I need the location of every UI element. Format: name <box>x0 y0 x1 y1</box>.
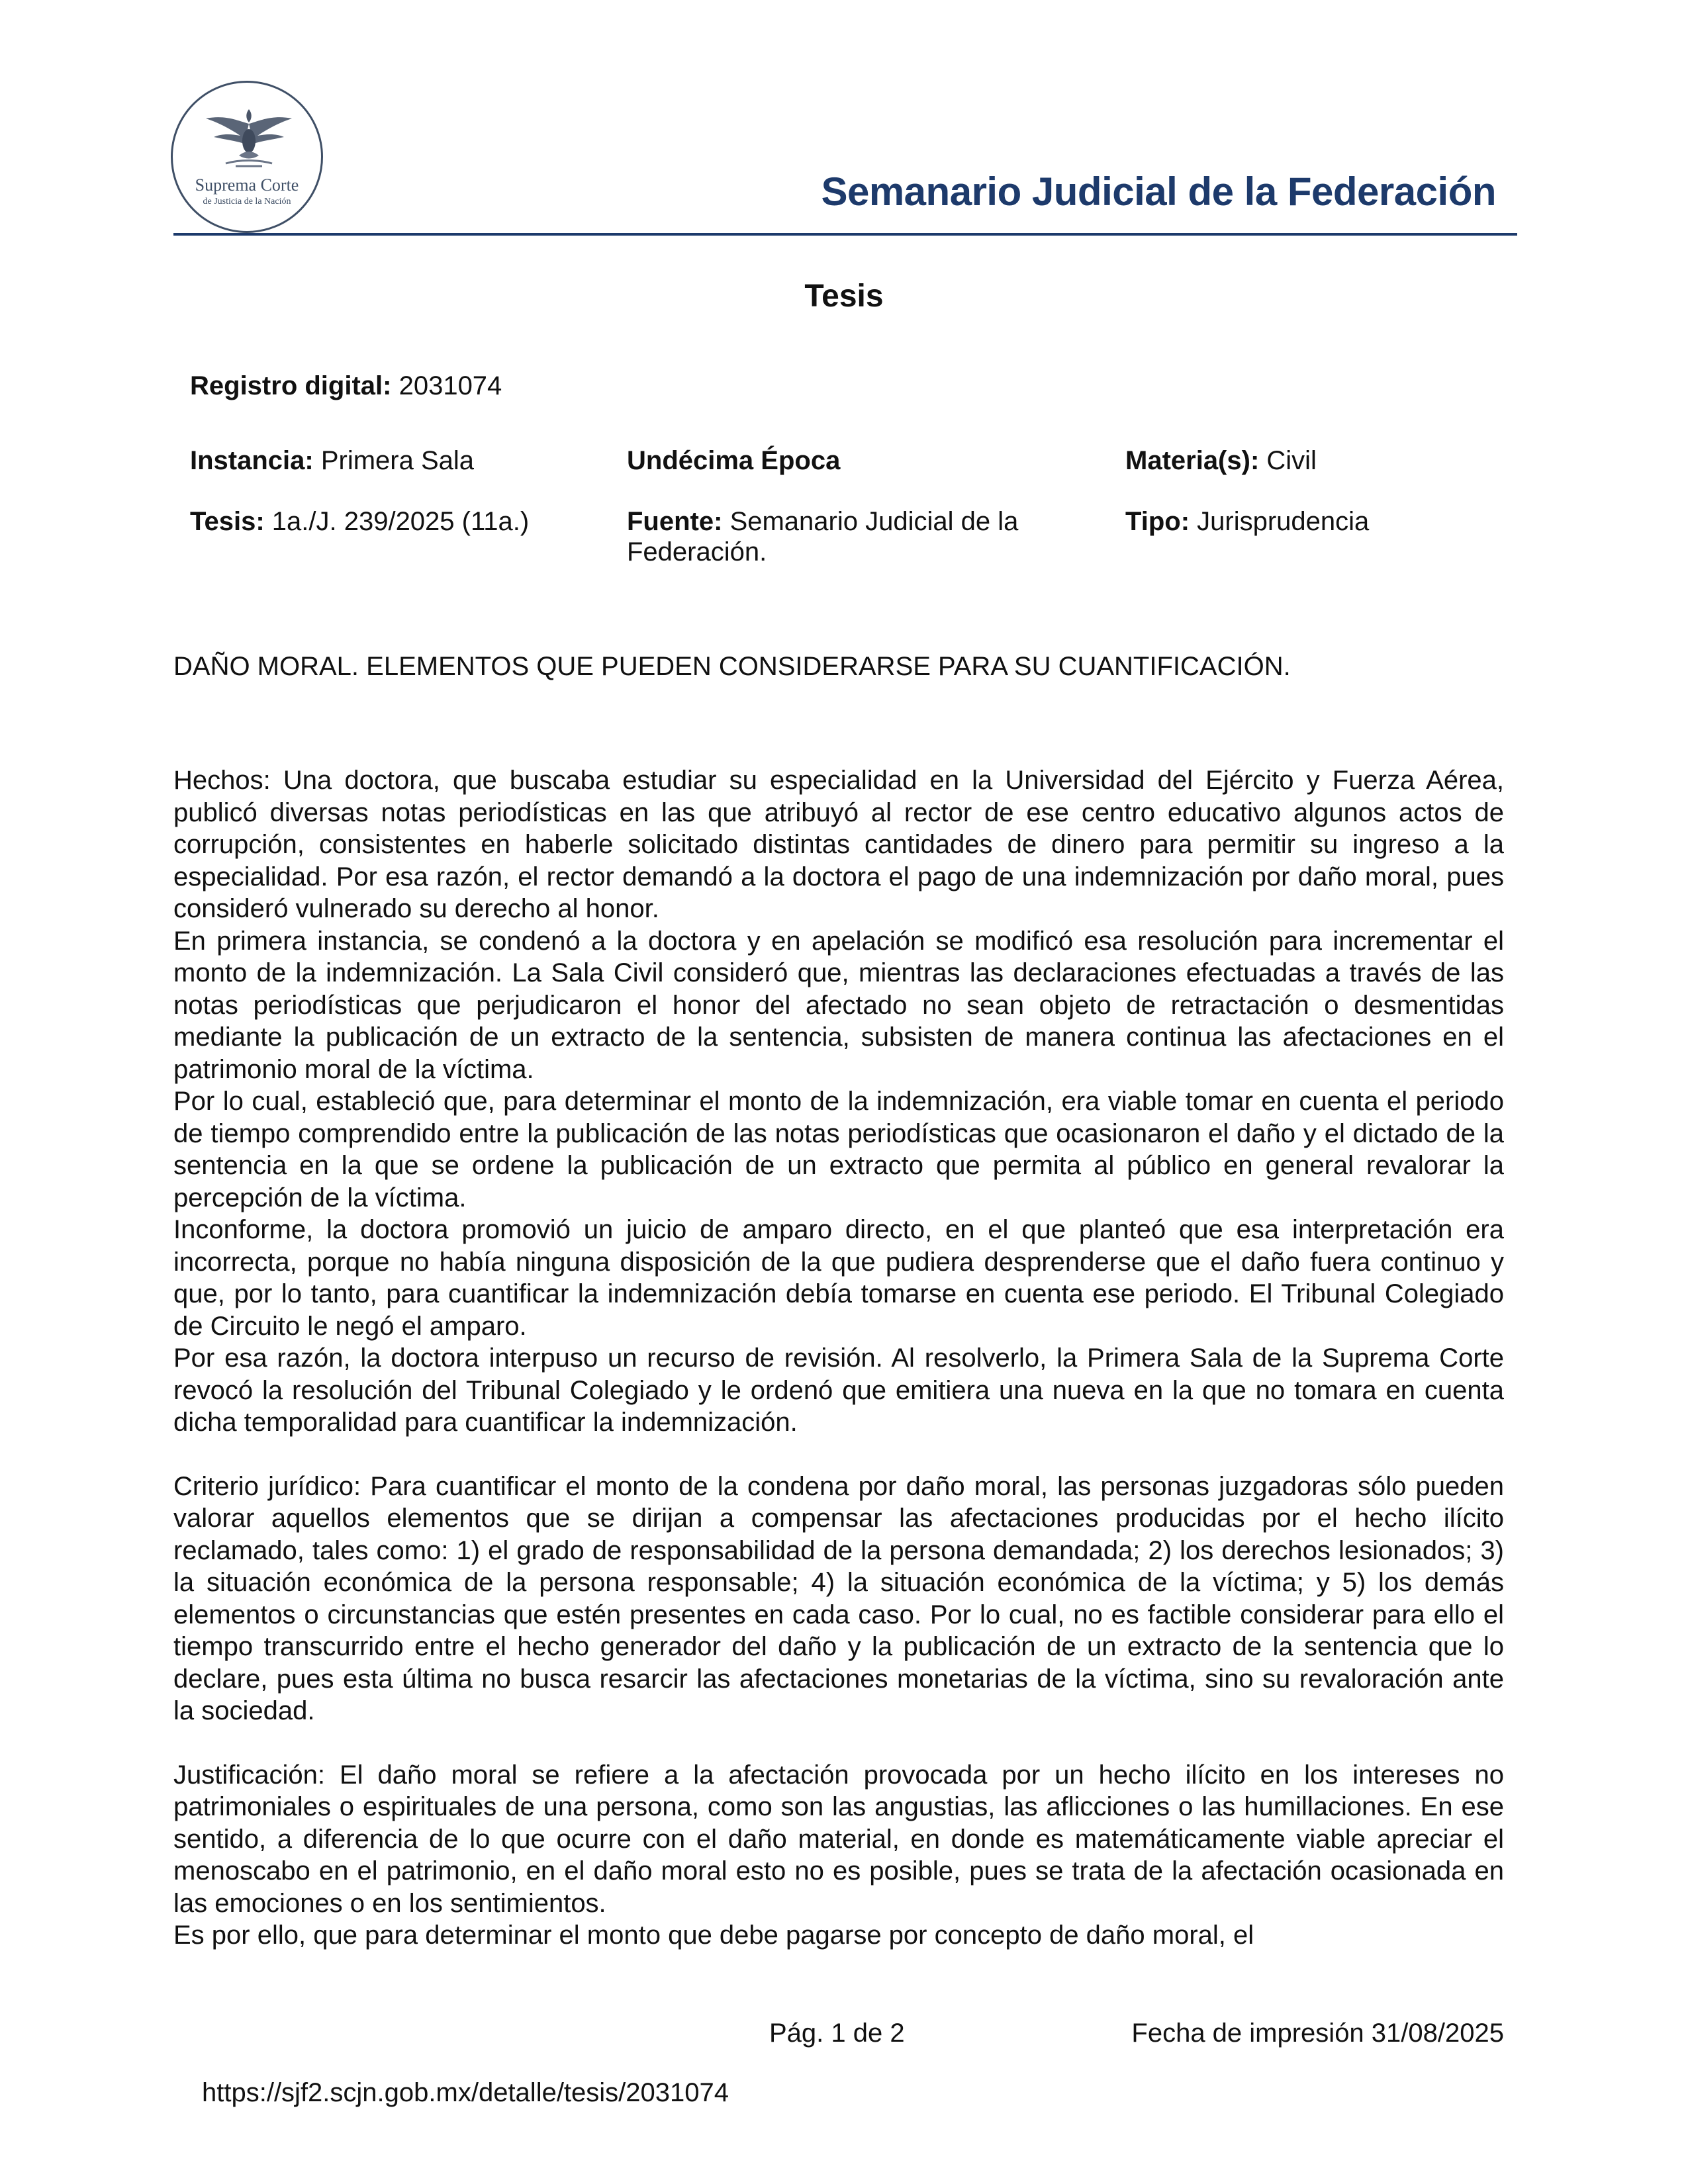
paragraph-criterio: Criterio jurídico: Para cuantificar el monto de la condena por daño moral, las personas juzgadoras sólo pueden valorar aquellos elementos que se dirijan a compensar las afectaciones producidas por el hecho ilícito reclamado, tales como: 1) el grado de responsabilidad de la persona demandada; 2) los derechos lesionados; 3) la situación económica de la persona responsable; 4) la situación económica de la víctima; y 5) los demás elementos o circunstancias que estén presentes en cada caso. Por lo cual, no es factible considerar para ello el tiempo transcurrido entre el hecho generador del daño y la publicación de un extracto de la sentencia que lo declare, pues esta última no busca resarcir las afectaciones monetarias de la víctima, sino su revaloración ante la sociedad. <box>173 1471 1504 1725</box>
source-url[interactable]: https://sjf2.scjn.gob.mx/detalle/tesis/2031074 <box>202 2078 729 2107</box>
document-type-heading: Tesis <box>804 279 884 314</box>
registro-field <box>190 371 502 401</box>
logo-subname: de Justicia de la Nación <box>203 197 291 206</box>
tesis-value: 1a./J. 239/2025 (11a.) <box>271 507 530 536</box>
page-number: Pág. 1 de 2 <box>769 2019 905 2048</box>
thesis-title: DAÑO MORAL. ELEMENTOS QUE PUEDEN CONSIDERARSE PARA SU CUANTIFICACIÓN. <box>173 652 1291 681</box>
paragraph: Por esa razón, la doctora interpuso un recurso de revisión. Al resolverlo, la Primera Sala de la Suprema Corte revocó la resolución del Tribunal Colegiado y le ordenó que emitiera una nueva en la que no tomara en cuenta dicha temporalidad para cuantificar la indemnización. <box>173 1343 1504 1437</box>
registro-value: 2031074 <box>399 371 502 400</box>
instancia-label: Instancia: <box>190 446 314 475</box>
fuente-label: Fuente: <box>627 507 723 536</box>
tipo-label: Tipo: <box>1125 507 1190 536</box>
fuente-field <box>627 506 1084 567</box>
paragraph: Por lo cual, estableció que, para determinar el monto de la indemnización, era viable tomar en cuenta el periodo de tiempo comprendido entre la publicación de las notas periodísticas que ocasionaron el daño y el dictado de la sentencia en la que se ordene la publicación de un extracto que permita al público en general revalorar la percepción de la víctima. <box>173 1087 1504 1212</box>
materia-field <box>1125 445 1317 476</box>
scjn-logo <box>171 81 323 233</box>
fuente-value: Semanario Judicial de la Federación. <box>627 507 1019 567</box>
paragraph: Es por ello, que para determinar el monto que debe pagarse por concepto de daño moral, el <box>173 1921 1254 1950</box>
paragraph-justificacion: Justificación: El daño moral se refiere a la afectación provocada por un hecho ilícito en los intereses no patrimoniales o espirituales de una persona, como son las angustias, las aflicciones o las humillaciones. En ese sentido, a diferencia de lo que ocurre con el daño material, en donde es matemáticamente viable apreciar el menoscabo en el patrimonio, en el daño moral esto no es posible, pues se trata de la afectación ocasionada en las emociones o en los sentimientos. <box>173 1760 1504 1918</box>
epoca-field <box>627 445 840 476</box>
epoca-value: Undécima Época <box>627 446 841 475</box>
logo-name: Suprema Corte <box>195 175 299 195</box>
tesis-label: Tesis: <box>190 507 265 536</box>
tipo-field <box>1125 506 1369 537</box>
thesis-body <box>173 764 1504 1952</box>
print-date: Fecha de impresión 31/08/2025 <box>1131 2019 1504 2048</box>
eagle-emblem-icon <box>199 103 299 175</box>
publication-title: Semanario Judicial de la Federación <box>821 169 1496 214</box>
instancia-value: Primera Sala <box>320 446 475 475</box>
materia-value: Civil <box>1266 446 1317 475</box>
header-divider <box>173 233 1517 236</box>
tipo-value: Jurisprudencia <box>1197 507 1370 536</box>
materia-label: Materia(s): <box>1125 446 1260 475</box>
registro-label: Registro digital: <box>190 371 392 400</box>
paragraph-hechos: Hechos: Una doctora, que buscaba estudiar su especialidad en la Universidad del Ejército y Fuerza Aérea, publicó diversas notas periodísticas en las que atribuyó al rector de ese centro educativo algunos actos de corrupción, consistentes en haberle solicitado distintas cantidades de dinero para permitir su ingreso a la especialidad. Por esa razón, el rector demandó a la doctora el pago de una indemnización por daño moral, pues consideró vulnerado su derecho al honor. <box>173 766 1504 923</box>
tesis-field <box>190 506 529 537</box>
instancia-field <box>190 445 474 476</box>
paragraph: En primera instancia, se condenó a la doctora y en apelación se modificó esa resolución para incrementar el monto de la indemnización. La Sala Civil consideró que, mientras las declaraciones efectuadas a través de las notas periodísticas que perjudicaron el honor del afectado no sean objeto de retractación o desmentidas mediante la publicación de un extracto de la sentencia, subsisten de manera continua las afectaciones en el patrimonio moral de la víctima. <box>173 926 1504 1084</box>
paragraph: Inconforme, la doctora promovió un juicio de amparo directo, en el que planteó que esa interpretación era incorrecta, porque no había ninguna disposición de la que pudiera desprenderse que el daño fuera continuo y que, por lo tanto, para cuantificar la indemnización debía tomarse en cuenta ese periodo. El Tribunal Colegiado de Circuito le negó el amparo. <box>173 1215 1504 1341</box>
